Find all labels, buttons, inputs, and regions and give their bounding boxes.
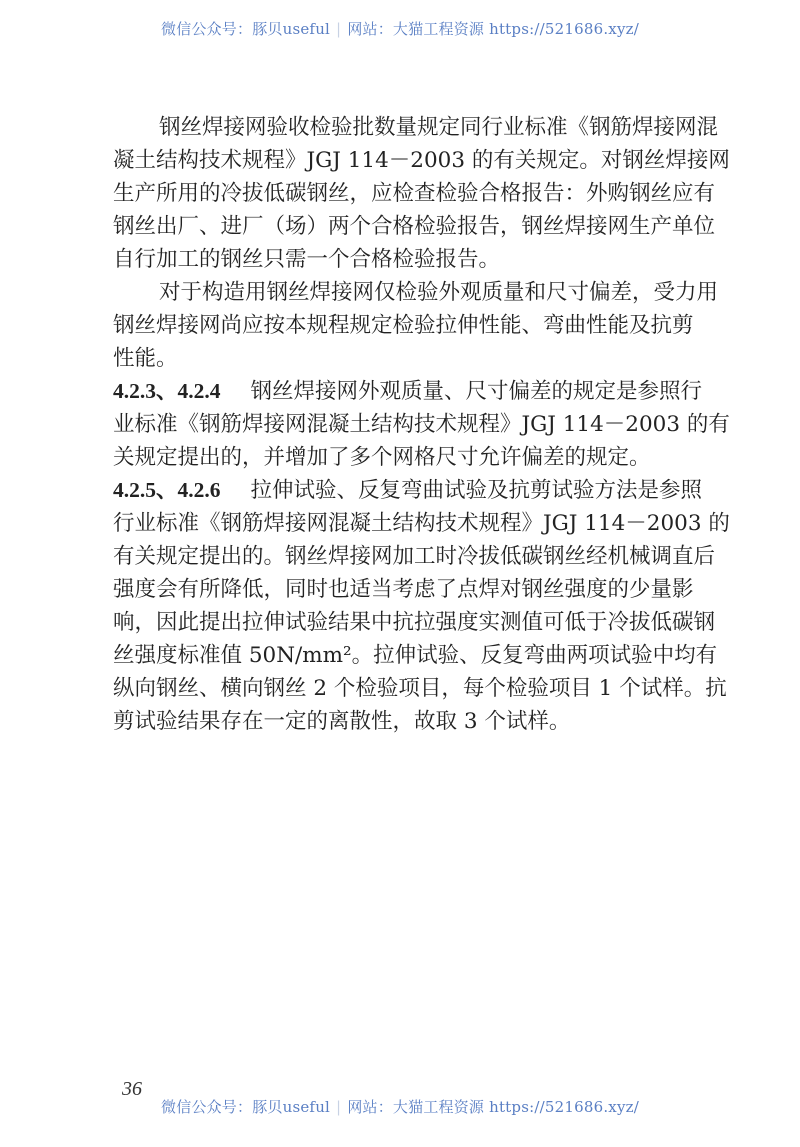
text-line	[113, 606, 716, 639]
line-text: 自行加工的钢丝只需一个合格检验报告。	[113, 247, 501, 272]
document-body	[113, 111, 730, 738]
text-line	[113, 276, 719, 309]
text-line	[113, 309, 694, 342]
text-line	[113, 375, 703, 408]
text-line	[113, 177, 716, 210]
footer-watermark	[0, 1096, 800, 1117]
line-text: 响，因此提出拉伸试验结果中抗拉强度实测值可低于冷拔低碳钢	[113, 610, 716, 635]
text-line	[113, 474, 703, 507]
text-line	[113, 441, 691, 474]
line-text: 生产所用的冷拔低碳钢丝，应检查检验合格报告：外购钢丝应有	[113, 181, 716, 206]
line-text: 有关规定提出的。钢丝焊接网加工时冷拔低碳钢丝经机械调直后	[113, 544, 716, 569]
watermark-account: 微信公众号：豚贝useful	[161, 1098, 331, 1116]
line-text: 性能。	[113, 346, 178, 371]
text-line	[113, 540, 716, 573]
watermark-separator: |	[336, 20, 342, 38]
line-text: 钢丝焊接网尚应按本规程规定检验拉伸性能、弯曲性能及抗剪	[113, 313, 694, 338]
text-line	[113, 408, 730, 441]
watermark-site: 网站：大猫工程资源 https://521686.xyz/	[347, 1098, 639, 1116]
text-line	[113, 342, 691, 375]
line-text: 业标准《钢筋焊接网混凝土结构技术规程》JGJ 114－2003 的有	[113, 412, 730, 437]
section-number: 4.2.3、4.2.4	[113, 379, 221, 403]
watermark-separator: |	[336, 1098, 342, 1116]
section-number: 4.2.5、4.2.6	[113, 478, 221, 502]
line-text: 拉伸试验、反复弯曲试验及抗剪试验方法是参照	[250, 478, 703, 503]
text-line	[113, 243, 691, 276]
text-line	[113, 672, 727, 705]
line-text: 对于构造用钢丝焊接网仅检验外观质量和尺寸偏差，受力用	[159, 280, 719, 305]
text-line	[113, 210, 716, 243]
header-watermark	[0, 18, 800, 39]
text-line	[113, 111, 719, 144]
text-line	[113, 507, 730, 540]
page-number: 36	[122, 1078, 142, 1100]
text-line	[113, 573, 694, 606]
line-text: 纵向钢丝、横向钢丝 2 个检验项目，每个检验项目 1 个试样。抗	[113, 676, 727, 701]
line-text: 剪试验结果存在一定的离散性，故取 3 个试样。	[113, 709, 571, 734]
text-line	[113, 639, 718, 672]
line-text: 钢丝出厂、进厂（场）两个合格检验报告，钢丝焊接网生产单位	[113, 214, 716, 239]
line-text: 行业标准《钢筋焊接网混凝土结构技术规程》JGJ 114－2003 的	[113, 511, 730, 536]
line-text: 凝土结构技术规程》JGJ 114－2003 的有关规定。对钢丝焊接网	[113, 148, 730, 173]
line-text: 关规定提出的，并增加了多个网格尺寸允许偏差的规定。	[113, 445, 651, 470]
text-line	[113, 705, 691, 738]
watermark-account: 微信公众号：豚贝useful	[161, 20, 331, 38]
line-text: 丝强度标准值 50N/mm²。拉伸试验、反复弯曲两项试验中均有	[113, 643, 718, 668]
text-line	[113, 144, 730, 177]
line-text: 钢丝焊接网外观质量、尺寸偏差的规定是参照行	[250, 379, 703, 404]
line-text: 强度会有所降低，同时也适当考虑了点焊对钢丝强度的少量影	[113, 577, 694, 602]
line-text: 钢丝焊接网验收检验批数量规定同行业标准《钢筋焊接网混	[159, 115, 719, 140]
watermark-site: 网站：大猫工程资源 https://521686.xyz/	[347, 20, 639, 38]
